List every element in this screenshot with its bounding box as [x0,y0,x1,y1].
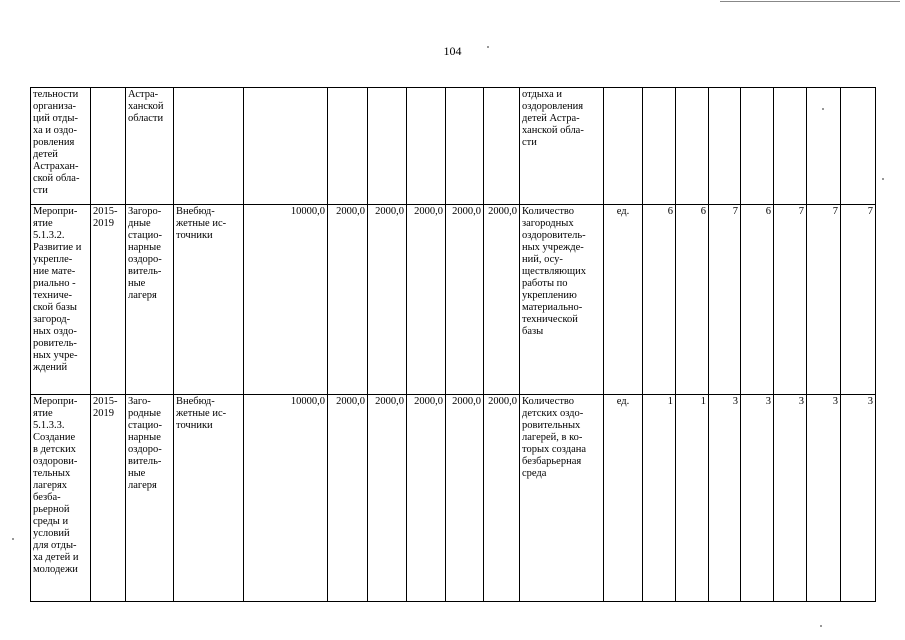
indicator-value-cell [841,88,876,205]
indicator-value-cell: 1 [643,395,676,602]
indicator-cell: Количество загородных оздоровитель- ных учрежде- ний, осу- ществляющих работы по укреплению материально- технической базы [520,205,604,395]
unit-cell: ед. [604,205,643,395]
year-2017-cell: 2000,0 [407,205,446,395]
indicator-value-cell: 7 [841,205,876,395]
year-2015-cell: 2000,0 [328,395,368,602]
indicator-value-cell: 3 [741,395,774,602]
executor-cell: Заго- родные стацио- нарные оздоро- витель- ные лагеря [126,395,174,602]
year-2016-cell: 2000,0 [368,205,407,395]
table-row [31,88,876,205]
indicator-value-cell: 3 [841,395,876,602]
indicator-value-cell: 6 [643,205,676,395]
year-2015-cell: 2000,0 [328,205,368,395]
source-cell: Внебюд- жетные ис- точники [174,205,244,395]
year-2017-cell: 2000,0 [407,395,446,602]
scan-speck [487,46,489,48]
page-number: 104 [443,44,462,58]
scan-speck [820,625,822,627]
unit-cell: ед. [604,395,643,602]
executor-cell: Астра- ханской области [126,88,174,205]
indicator-value-cell: 7 [807,205,841,395]
period-cell: 2015- 2019 [91,395,126,602]
indicator-cell: Количество детских оздо- ровительных лагерей, в ко- торых создана безбарьерная среда [520,395,604,602]
year-2019-cell: 2000,0 [484,205,520,395]
indicator-value-cell: 3 [807,395,841,602]
indicator-value-cell: 3 [774,395,807,602]
scan-speck [822,108,824,110]
indicator-value-cell [774,88,807,205]
source-cell: Внебюд- жетные ис- точники [174,395,244,602]
period-cell [91,88,126,205]
year-2018-cell [446,88,484,205]
indicator-value-cell: 1 [676,395,709,602]
period-cell: 2015- 2019 [91,205,126,395]
source-cell [174,88,244,205]
table-row [31,395,876,602]
year-2018-cell: 2000,0 [446,395,484,602]
program-measures-table [30,87,876,602]
scan-speck [882,178,884,180]
indicator-value-cell [709,88,741,205]
measure-cell: Меропри- ятие 5.1.3.3. Создание в детских оздорови- тельных лагерях безба- рьерной среды и условий для отды- ха детей и молодежи [31,395,91,602]
year-2016-cell: 2000,0 [368,395,407,602]
unit-cell [604,88,643,205]
indicator-value-cell: 6 [676,205,709,395]
top-scan-rule [720,1,900,2]
year-2016-cell [368,88,407,205]
total-cell: 10000,0 [244,205,328,395]
year-2015-cell [328,88,368,205]
year-2019-cell: 2000,0 [484,395,520,602]
indicator-value-cell: 7 [774,205,807,395]
indicator-cell: отдыха и оздоровления детей Астра- ханской обла- сти [520,88,604,205]
indicator-value-cell [807,88,841,205]
scan-speck [12,538,14,540]
total-cell: 10000,0 [244,395,328,602]
year-2019-cell [484,88,520,205]
measure-cell: тельности организа- ций отды- ха и оздо- ровления детей Астрахан- ской обла- сти [31,88,91,205]
indicator-value-cell: 3 [709,395,741,602]
indicator-value-cell: 6 [741,205,774,395]
indicator-value-cell [741,88,774,205]
table-row [31,205,876,395]
executor-cell: Загоро- дные стацио- нарные оздоро- витель- ные лагеря [126,205,174,395]
year-2018-cell: 2000,0 [446,205,484,395]
indicator-value-cell [643,88,676,205]
indicator-value-cell [676,88,709,205]
year-2017-cell [407,88,446,205]
total-cell [244,88,328,205]
indicator-value-cell: 7 [709,205,741,395]
measure-cell: Меропри- ятие 5.1.3.2. Развитие и укрепле- ние мате- риально - техниче- ской базы загород- ных оздо- ровитель- ных учре- ждений [31,205,91,395]
